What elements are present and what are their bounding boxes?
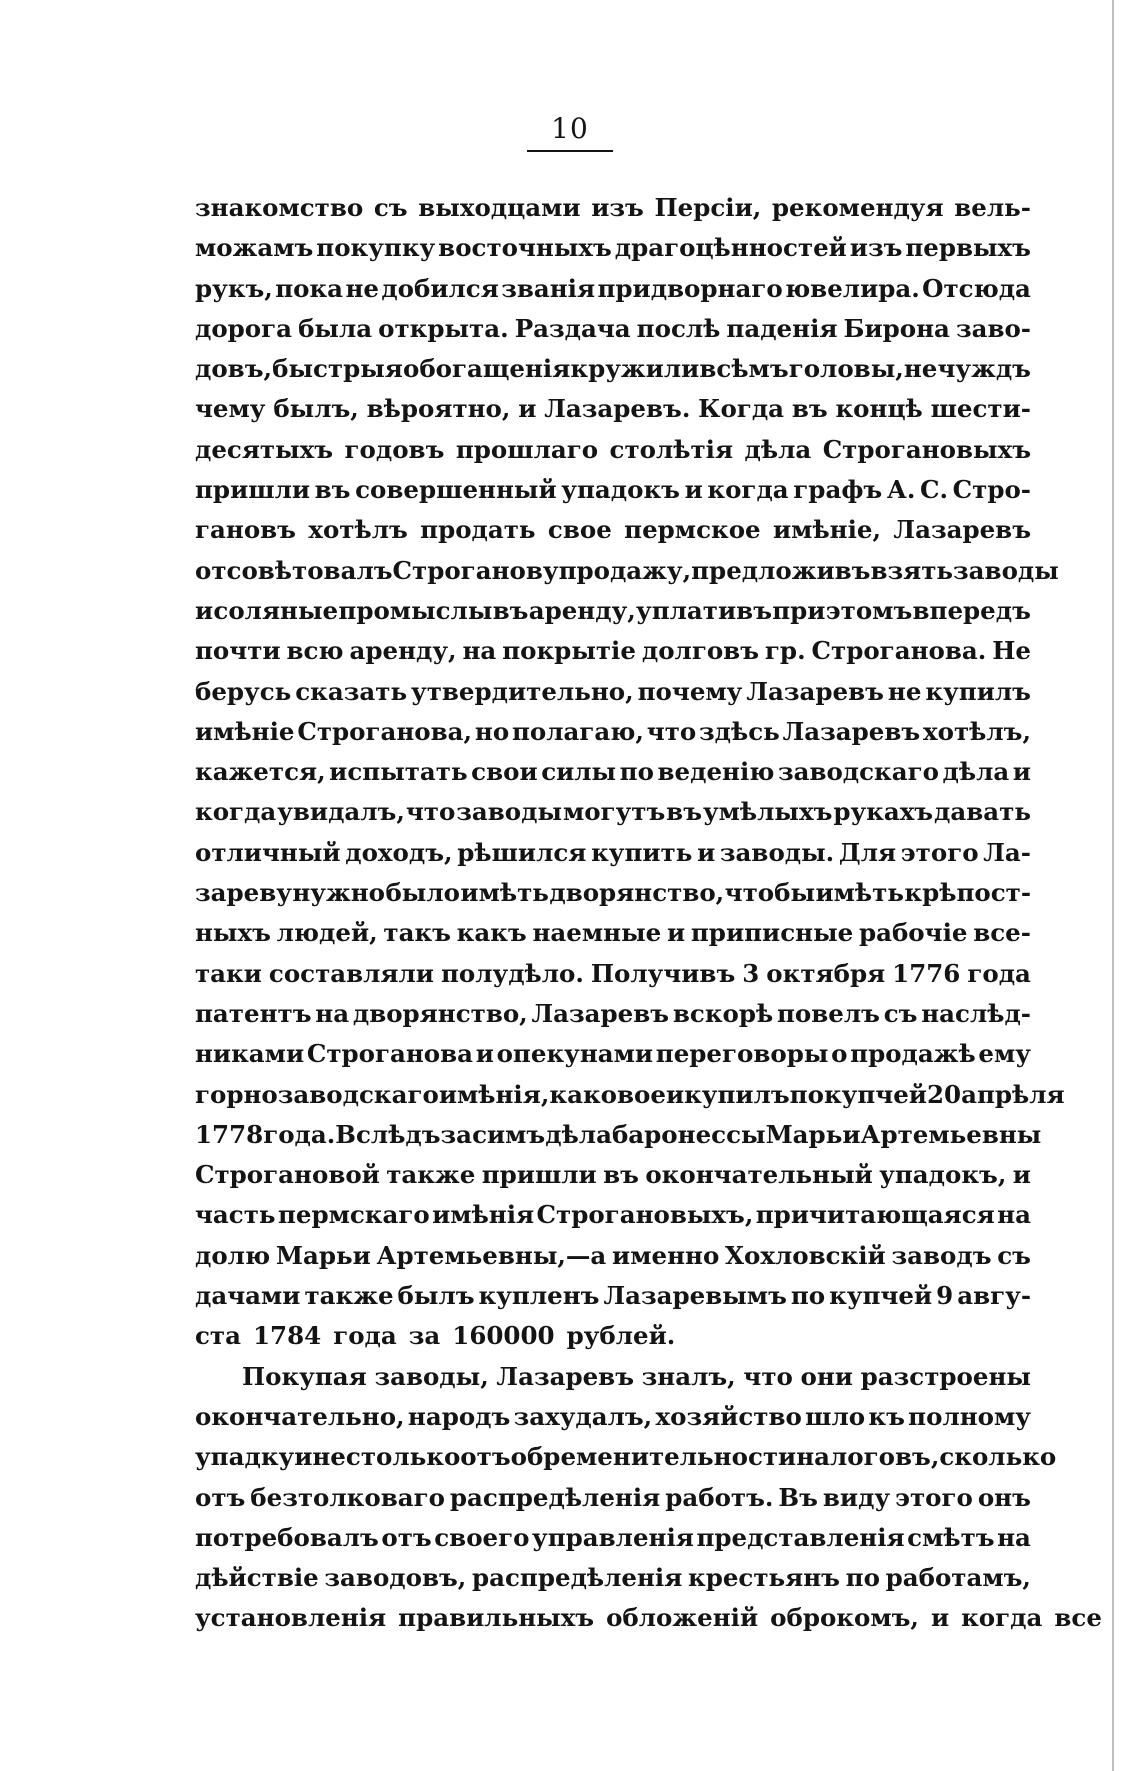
text-line: горнозаводскаго имѣнія, каковое и купилъ по купчей 20 апрѣля <box>195 1079 1065 1109</box>
text-line: гановъ хотѣлъ продать свое пермское имѣніе, Лазаревъ <box>195 515 1031 545</box>
text-line: никами Строганова и опекунами переговоры о продажѣ ему <box>195 1039 1031 1069</box>
scan-edge <box>1112 0 1114 1771</box>
text-line: патентъ на дворянство, Лазаревъ вскорѣ повелъ съ наслѣд- <box>195 998 1031 1028</box>
text-line: отсовѣтовалъ Строганову продажу, предложивъ взять заводы <box>195 555 1059 585</box>
text-line: десятыхъ годовъ прошлаго столѣтія дѣла Строгановыхъ <box>195 434 1031 464</box>
page-number <box>0 112 1140 152</box>
text-line: установленія правильныхъ обложеній оброкомъ, и когда все <box>195 1603 1102 1633</box>
text-line: рукъ, пока не добился званія придворнаго ювелира. Отсюда <box>195 273 1031 303</box>
text-line: знакомство съ выходцами изъ Персіи, рекомендуя вель- <box>195 193 1031 222</box>
text-line: отличный доходъ, рѣшился купить и заводы. Для этого Ла- <box>195 837 1031 867</box>
text-line: дачами также былъ купленъ Лазаревымъ по купчей 9 авгу- <box>195 1281 1031 1311</box>
text-line: и соляные промыслы въ аренду, уплативъ при этомъ впередъ <box>195 595 1031 625</box>
text-line: берусь сказать утвердительно, почему Лазаревъ не купилъ <box>195 676 1031 706</box>
text-line: упадку и не столько отъ обременительности налоговъ, сколько <box>195 1442 1057 1472</box>
text-line: Строгановой также пришли въ окончательный упадокъ, и <box>195 1160 1031 1190</box>
text-line: долю Марьи Артемьевны,—а именно Хохловскій заводъ съ <box>195 1240 1031 1270</box>
text-line: зареву нужно было имѣть дворянство, чтобы имѣть крѣпост- <box>195 878 1031 908</box>
text-line: отъ безтолковаго распредѣленія работъ. Въ виду этого онъ <box>195 1482 1031 1512</box>
text-line: часть пермскаго имѣнія Строгановыхъ, причитающаяся на <box>195 1200 1031 1230</box>
text-line: когда увидалъ, что заводы могутъ въ умѣлыхъ рукахъ давать <box>195 797 1031 827</box>
text-line: ныхъ людей, такъ какъ наемные и приписные рабочіе все- <box>195 918 1031 948</box>
text-line: почти всю аренду, на покрытіе долговъ гр. Строганова. Не <box>195 636 1031 666</box>
text-line: кажется, испытать свои силы по веденію заводскаго дѣла и <box>195 757 1031 787</box>
text-line: потребовалъ отъ своего управленія представленія смѣтъ на <box>195 1522 1031 1552</box>
body-text <box>195 188 1102 1639</box>
text-line: можамъ покупку восточныхъ драгоцѣнностей изъ первыхъ <box>195 233 1031 263</box>
text-line: таки составляли полудѣло. Получивъ 3 октября 1776 года <box>195 958 1031 988</box>
text-line: имѣніе Строганова, но полагаю, что здѣсь Лазаревъ хотѣлъ, <box>195 716 1031 746</box>
text-line: окончательно, народъ захудалъ, хозяйство шло къ полному <box>195 1401 1031 1431</box>
text-line: дорога была открыта. Раздача послѣ паденія Бирона заво- <box>195 313 1031 343</box>
text-line: чему былъ, вѣроятно, и Лазаревъ. Когда въ концѣ шести- <box>195 394 1031 424</box>
text-line: Покупая заводы, Лазаревъ зналъ, что они разстроены <box>242 1361 1031 1391</box>
text-line: ста 1784 года за 160000 рублей. <box>195 1321 676 1351</box>
text-line: довъ, быстрыя обогащенія кружили всѣмъ головы, не чуждъ <box>195 354 1031 384</box>
page-number-text: 10 <box>527 112 613 152</box>
text-line: 1778 года. Вслѣдъ за симъ дѣла баронессы Марьи Артемьевны <box>195 1119 1042 1149</box>
text-line: дѣйствіе заводовъ, распредѣленія крестьянъ по работамъ, <box>195 1563 1031 1593</box>
text-line: пришли въ совершенный упадокъ и когда графъ А. С. Стро- <box>195 475 1031 505</box>
